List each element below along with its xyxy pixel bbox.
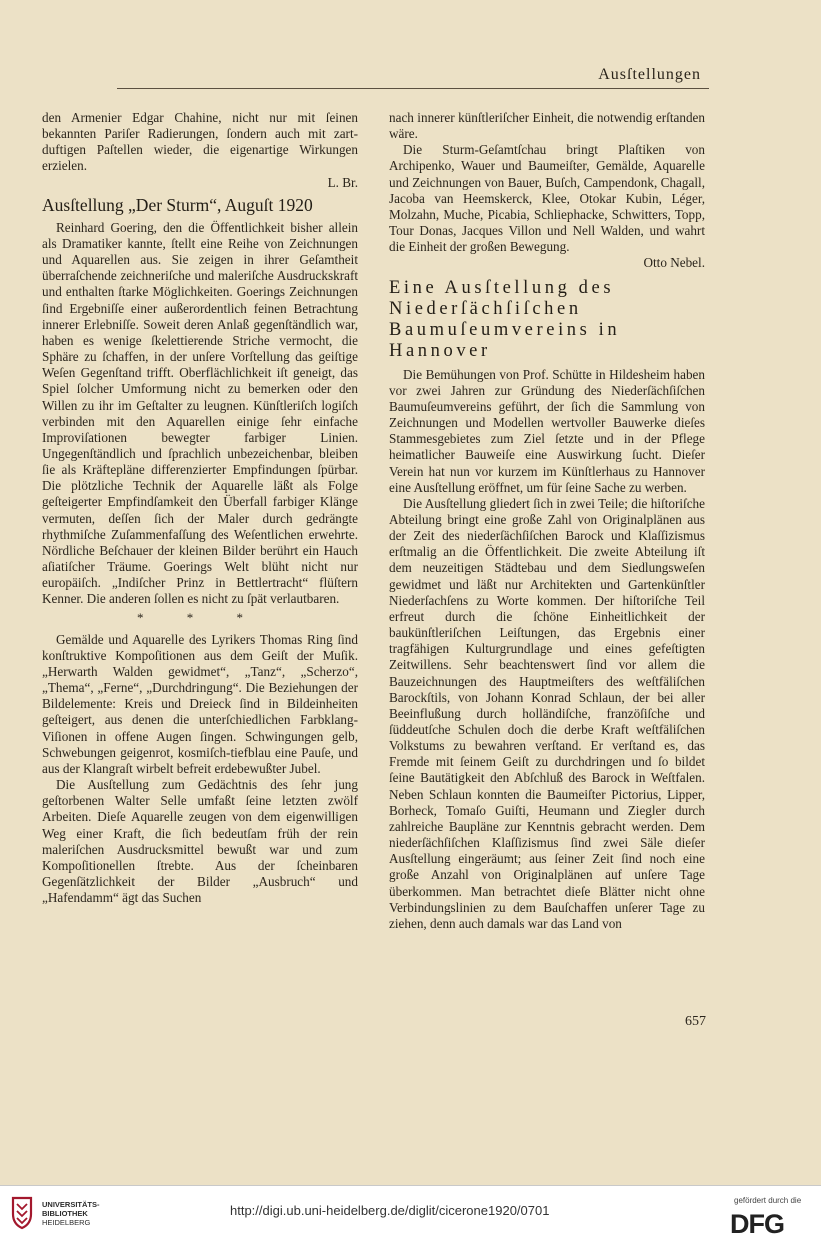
permalink-url[interactable]: http://digi.ub.uni-heidelberg.de/diglit/cicerone1920/0701	[230, 1203, 550, 1218]
paragraph-exhibition-parts: Die Ausſtellung gliedert ſich in zwei Teile; die hiſtoriſche Abteilung bringt eine große Zahl von Originalplänen aus der Zeit des niederſächſiſchen Barock und Klaſſizismus erſtmalig an die Öffentlichkeit. Die zweite Abteilung iſt dem neuzeitigen Städtebau und dem Siedlungsweſen gewidmet und läßt nur Architekten und Gartenkünſtler Niederſachſens zu Worte kommen. Der hiſtoriſche Teil erfreut durch die ſchöne Einheitlichkeit der baukünſtleriſchen Leiſtungen, das Ergebnis einer tragfähigen Kulturgrundlage und eines gefeſtigten Zeitwillens. Sehr beachtenswert ſind vor allem die Bauzeichnungen des Hauptmeiſters des weſtfäliſchen Barockſtils, von Johann Konrad Schlaun, der bei aller Beeinflußung durch holländiſche, franzöſiſche und ſüddeutſche Schulen doch die derbe Kraft weſtfäliſchen Volkstums zu bewahren verſtand. Er verſtand es, das Fremde mit ſeinem Geiſt zu durchdringen und ſo bildet ſeine Bautätigkeit den Abſchluß des Barock in Weſtfalen. Neben Schlaun konnten die Baumeiſter Pictorius, Lipper, Borheck, Tomaſo Guiſti, Heumann und Ziegler durch zahlreiche Baupläne zur Kenntnis gebracht werden. Dem niederſächſiſchen Klaſſizismus ſind zwei Säle dieſer Ausſtellung eingeräumt; aus ſeiner Zeit ſind noch eine große Anzahl von Originalplänen auf unſere Tage überkommen. Man betrachtet dieſe Blätter nicht ohne Verbindungslinien zu dem Bauſchaffen unſerer Tage zu ziehen, denn auch damals war das Land von	[389, 495, 705, 931]
right-column	[389, 110, 705, 932]
running-head: Ausſtellungen	[598, 66, 701, 83]
left-column	[42, 110, 358, 906]
paragraph-selle: Die Ausſtellung zum Gedächtnis des ſehr jung geſtorbenen Walter Selle umfaßt ſeine letzten zwölf Arbeiten. Dieſe Aquarelle zeugen von dem eigenwilligen Weg einer Kraft, die ſich bedeutſam früh der rein maleriſchen Ausdrucksmittel bewußt war und zum Kompoſitionellen ſtrebte. Aus der ſcheinbaren Gegenſätzlichkeit der Bilder „Ausbruch“ und „Hafendamm“ ägt das Suchen	[42, 777, 358, 906]
funder-caption: gefördert durch die	[734, 1196, 802, 1205]
university-library-logo-icon	[10, 1196, 34, 1230]
signature-lbr: L. Br.	[327, 174, 358, 190]
heading-sturm-exhibition: Ausſtellung „Der Sturm“, Auguſt 1920	[42, 194, 313, 215]
paragraph-schuette: Die Bemühungen von Prof. Schütte in Hildesheim haben vor zwei Jahren zur Gründung des Niederſächſiſchen Baumuſeumvereins geführt, der ſich die Sammlung von Zeichnungen und Modellen wertvoller Bauwerke dieſes Stammesgebietes zum Ziel ſetzte und in der Pflege heimatlicher Bauweiſe eine Auswirkung ſucht. Dieſer Verein hat nun vor kurzem im Künſtlerhaus zu Hannover eine Ausſtellung eröffnet, um für ſeine Sache zu werben.	[389, 366, 705, 495]
paragraph-chahine: den Armenier Edgar Chahine, nicht nur mit ſeinen bekannten Pariſer Radierungen, ſondern auch mit zart-duftigen Paſtellen wieder, die eigenartige Wirkungen erzielen.	[42, 110, 358, 174]
section-separator: * * *	[137, 609, 263, 625]
header-rule	[117, 88, 709, 89]
footer-rule	[0, 1185, 821, 1186]
library-line-3: HEIDELBERG	[42, 1218, 91, 1227]
signature-nebel: Otto Nebel.	[643, 255, 705, 271]
paragraph-goering: Reinhard Goering, den die Öffentlichkeit bisher allein als Dramatiker kannte, ſtellt eine Reihe von Zeichnungen und Aquarellen aus. Sie zeigen in ihrer Geſamtheit überraſchende zeichneriſche und maleriſche Ausdruckskraft und enthalten ſtarke Möglichkeiten. Goerings Zeichnungen ſind Ergebniſſe einer außerordentlich feinen Betrachtung innerer Erlebniſſe. Soweit deren Anlaß gegenſtändlich war, haben es wenige ſkelettierende Striche vermocht, die Sphäre zu ſchaffen, in der unſere Vorſtellung das geiſtige Weſen Gegenſtand trifft. Oberflächlichkeit iſt geneigt, das Spiel ſolcher Umformung nicht zu bemerken oder den Willen zu ihr im Geſtalter zu leugnen. Künſtleriſch logiſch verbinden mit den Aquarellen einige ſehr einfache Improviſationen bewegter farbiger Linien. Ungegenſtändlich und ſprachlich unbezeichenbar, bleiben ſie als Kräftepläne differenzierter Empfindungen ſpürbar. Die plötzliche Technik der Aquarelle läßt als Folge geſteigerter Empfindſamkeit den Überfall farbiger Klänge vermuten, deſſen ſich der Maler durch gedrängte rhythmiſche Zuſammenfaſſung des Weſentlichen erwehrte. Nördliche Beſchauer der kleinen Bilder berührt ein Hauch aſiatiſcher Träume. Goerings Welt blüht nicht nur europäiſch. „Indiſcher Prinz in Bettlertracht“ flüſtern Kenner. Die anderen ſollen es nicht zu ſpät verlautbaren.	[42, 219, 358, 607]
library-line-2: BIBLIOTHEK	[42, 1209, 88, 1218]
library-line-1: UNIVERSITÄTS-	[42, 1200, 100, 1209]
paragraph-continuation: nach innerer künſtleriſcher Einheit, die notwendig erſtanden wäre.	[389, 110, 705, 142]
footer-bar	[0, 1185, 821, 1247]
paragraph-ring: Gemälde und Aquarelle des Lyrikers Thomas Ring ſind konſtruktive Kompoſitionen aus dem Geiſt der Muſik. „Herwarth Walden gewidmet“, „Tanz“, „Scherzo“, „Thema“, „Ferne“, „Durchdringung“. Die Beziehungen der Bildelemente: Kreis und Dreieck ſind in Bildeinheiten geſteigert, aus denen die unterſchiedlichen Farbklang-Viſionen in offene Augen ſingen. Schwingungen gelb, Schwebungen geigenrot, kosmiſch-tiefblau eine Pauſe, und aus der Klangraſt wirbelt befreit erdebewußter Jubel.	[42, 631, 358, 776]
dfg-logo: DFG	[730, 1209, 784, 1239]
library-name	[42, 1200, 100, 1227]
page-number: 657	[685, 1014, 706, 1029]
paragraph-sturm-artists: Die Sturm-Geſamtſchau bringt Plaſtiken von Archipenko, Wauer und Baumeiſter, Gemälde, Aquarelle und Zeichnungen von Bauer, Buſch, Campendonk, Chagall, Jacoba van Heemskerck, Klee, Otokar Kubin, Léger, Molzahn, Muche, Picabia, Schliephacke, Schwitters, Topp, Tour Donas, Jacques Villon und Nell Walden, und wahrt die Einheit der großen Bewegung.	[389, 142, 705, 255]
heading-baumuseum-exhibition: Eine Ausſtellung des Niederſächſiſchen Baumuſeumvereins in Hannover	[389, 277, 621, 361]
